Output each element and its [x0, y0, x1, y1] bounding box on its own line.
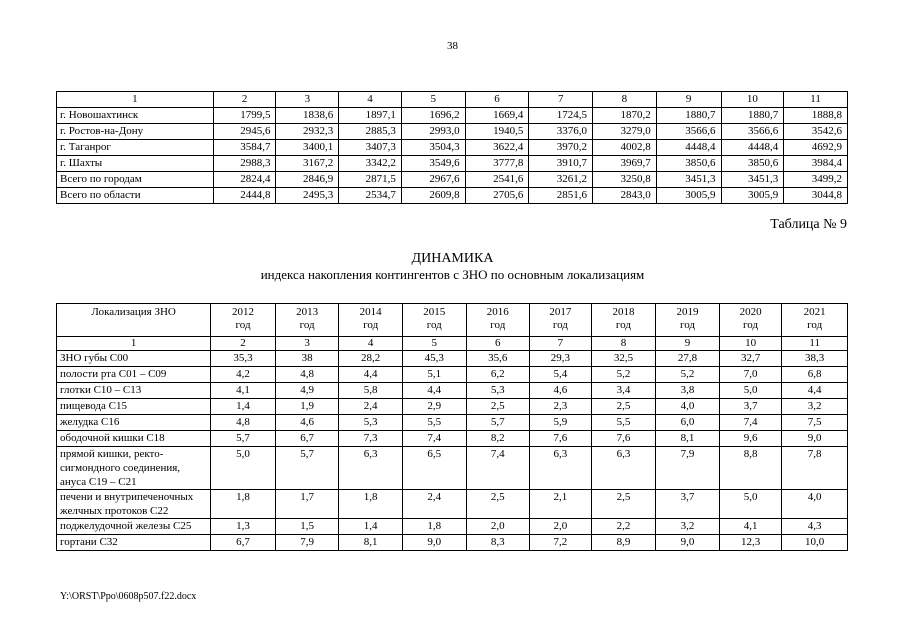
table-cell: 7,8: [782, 447, 848, 490]
column-number-cell: 7: [530, 337, 592, 351]
table-cell: 4,4: [782, 383, 848, 399]
table-cell: 9,0: [782, 431, 848, 447]
table-cell: 1,5: [275, 519, 339, 535]
column-number-cell: 8: [591, 337, 656, 351]
table-cell: 1,4: [211, 399, 276, 415]
table-cell: 38,3: [782, 351, 848, 367]
table-row: [57, 399, 848, 415]
table-cell: 1870,2: [593, 108, 657, 124]
row-label: поджелудочной железы С25: [57, 519, 211, 535]
table-cell: 7,6: [591, 431, 656, 447]
column-number-cell: 9: [656, 337, 720, 351]
table-cell: 5,1: [402, 367, 466, 383]
table-cell: 5,0: [719, 490, 782, 519]
column-header-year: [402, 304, 466, 337]
year-suffix: год: [743, 319, 759, 331]
table-row: [57, 431, 848, 447]
table-cell: 1799,5: [213, 108, 276, 124]
table-cell: 5,0: [211, 447, 276, 490]
column-number-cell: 11: [782, 337, 848, 351]
table-cell: 1880,7: [656, 108, 721, 124]
table-cell: 32,5: [591, 351, 656, 367]
table-cell: 1,9: [275, 399, 339, 415]
table-cell: 7,5: [782, 415, 848, 431]
table-cell: 3549,6: [401, 156, 465, 172]
column-number-cell: 4: [339, 337, 403, 351]
table-row: [57, 351, 848, 367]
year-label: 2014: [359, 306, 382, 318]
table-cell: 4,4: [402, 383, 466, 399]
table-row: [57, 172, 848, 188]
table-cell: 3005,9: [721, 188, 784, 204]
row-label: Всего по области: [57, 188, 214, 204]
table-cell: 2885,3: [339, 124, 402, 140]
table-cell: 5,7: [275, 447, 339, 490]
table-cell: 2,5: [466, 490, 530, 519]
table-cell: 3167,2: [276, 156, 339, 172]
table-cell: 8,8: [719, 447, 782, 490]
table-cell: 28,2: [339, 351, 403, 367]
table-row: [57, 156, 848, 172]
table-cell: 5,5: [591, 415, 656, 431]
year-label: 2019: [676, 306, 699, 318]
table-cell: 4,1: [719, 519, 782, 535]
table-cell: 1888,8: [784, 108, 848, 124]
table-row: [57, 367, 848, 383]
year-suffix: год: [235, 319, 251, 331]
table-row: [57, 415, 848, 431]
table-cell: 3566,6: [656, 124, 721, 140]
table-cell: 3376,0: [529, 124, 593, 140]
column-number-cell: 10: [721, 92, 784, 108]
column-number-cell: 1: [57, 92, 214, 108]
table-cell: 3970,2: [529, 140, 593, 156]
table-cell: 6,8: [782, 367, 848, 383]
table-cell: 45,3: [402, 351, 466, 367]
column-header-year: [719, 304, 782, 337]
table-cell: 35,3: [211, 351, 276, 367]
table-cell: 2824,4: [213, 172, 276, 188]
table-cell: 1669,4: [465, 108, 529, 124]
table-title: ДИНАМИКА: [411, 251, 494, 266]
cities-table: [56, 91, 848, 204]
table-cell: 4002,8: [593, 140, 657, 156]
year-label: 2021: [803, 306, 826, 318]
table-cell: 5,2: [591, 367, 656, 383]
table-cell: 4448,4: [721, 140, 784, 156]
table-cell: 9,6: [719, 431, 782, 447]
table-cell: 3400,1: [276, 140, 339, 156]
table-cell: 1940,5: [465, 124, 529, 140]
table-cell: 2,4: [339, 399, 403, 415]
table-cell: 7,4: [719, 415, 782, 431]
table-cell: 4,1: [211, 383, 276, 399]
column-header-year: [339, 304, 403, 337]
table-row: [57, 383, 848, 399]
year-label: 2020: [739, 306, 762, 318]
column-header-year: [591, 304, 656, 337]
table-cell: 2851,6: [529, 188, 593, 204]
table-cell: 8,1: [339, 535, 403, 551]
footer-file-path: Y:\ORST\Ppo\0608p507.f22.docx: [60, 591, 197, 602]
table-cell: 3504,3: [401, 140, 465, 156]
table-cell: 7,4: [402, 431, 466, 447]
column-header-year: [782, 304, 848, 337]
table-cell: 2967,6: [401, 172, 465, 188]
table-cell: 6,7: [275, 431, 339, 447]
year-suffix: год: [490, 319, 506, 331]
table-cell: 1,8: [339, 490, 403, 519]
column-header-year: [656, 304, 720, 337]
table-cell: 4,6: [530, 383, 592, 399]
row-label: ободочной кишки С18: [57, 431, 211, 447]
row-label: г. Таганрог: [57, 140, 214, 156]
year-label: 2012: [232, 306, 255, 318]
year-suffix: год: [807, 319, 823, 331]
table-cell: 3,7: [656, 490, 720, 519]
table-cell: 1880,7: [721, 108, 784, 124]
column-number-cell: 8: [593, 92, 657, 108]
table-cell: 2495,3: [276, 188, 339, 204]
table-cell: 2534,7: [339, 188, 402, 204]
row-label: г. Новошахтинск: [57, 108, 214, 124]
table-cell: 7,9: [656, 447, 720, 490]
table-cell: 3910,7: [529, 156, 593, 172]
row-label: ЗНО губы С00: [57, 351, 211, 367]
table-cell: 7,0: [719, 367, 782, 383]
column-number-cell: 3: [276, 92, 339, 108]
row-label: г. Шахты: [57, 156, 214, 172]
table-cell: 7,9: [275, 535, 339, 551]
table-cell: 2705,6: [465, 188, 529, 204]
column-number-cell: 7: [529, 92, 593, 108]
table-row: [57, 447, 848, 490]
table-row: [57, 108, 848, 124]
table-cell: 3407,3: [339, 140, 402, 156]
table-cell: 3969,7: [593, 156, 657, 172]
row-label: прямой кишки, ректо-сигмондного соединения, ануса С19 – С21: [57, 447, 211, 490]
table-cell: 38: [275, 351, 339, 367]
table-cell: 3005,9: [656, 188, 721, 204]
table-cell: 1,7: [275, 490, 339, 519]
table-cell: 2988,3: [213, 156, 276, 172]
table-cell: 1696,2: [401, 108, 465, 124]
row-label: глотки С10 – С13: [57, 383, 211, 399]
row-label: печени и внутрипеченочных желчных протоков С22: [57, 490, 211, 519]
table-cell: 7,3: [339, 431, 403, 447]
table-cell: 4,9: [275, 383, 339, 399]
table-cell: 5,7: [211, 431, 276, 447]
year-suffix: год: [552, 319, 568, 331]
year-label: 2016: [486, 306, 509, 318]
column-number-cell: 2: [211, 337, 276, 351]
table-cell: 3342,2: [339, 156, 402, 172]
table-cell: 3499,2: [784, 172, 848, 188]
table-row: [57, 490, 848, 519]
table-cell: 3261,2: [529, 172, 593, 188]
year-suffix: год: [679, 319, 696, 331]
table-cell: 3,7: [719, 399, 782, 415]
table-cell: 5,9: [530, 415, 592, 431]
table-cell: 8,2: [466, 431, 530, 447]
table-cell: 4,2: [211, 367, 276, 383]
table-cell: 5,0: [719, 383, 782, 399]
year-suffix: год: [299, 319, 315, 331]
year-label: 2013: [296, 306, 319, 318]
table-row: [57, 140, 848, 156]
table-cell: 4,8: [275, 367, 339, 383]
table-cell: 5,7: [466, 415, 530, 431]
column-number-cell: 6: [466, 337, 530, 351]
column-number-cell: 2: [213, 92, 276, 108]
table-cell: 3850,6: [656, 156, 721, 172]
table-cell: 1838,6: [276, 108, 339, 124]
table-cell: 9,0: [402, 535, 466, 551]
table-cell: 4448,4: [656, 140, 721, 156]
table-cell: 2993,0: [401, 124, 465, 140]
table-subtitle: индекса накопления контингентов с ЗНО по основным локализациям: [260, 267, 645, 282]
table-cell: 7,2: [530, 535, 592, 551]
table-cell: 2843,0: [593, 188, 657, 204]
row-label: г. Ростов-на-Дону: [57, 124, 214, 140]
table-cell: 3279,0: [593, 124, 657, 140]
table-cell: 2,5: [466, 399, 530, 415]
page-number: 38: [447, 40, 458, 52]
table-cell: 2846,9: [276, 172, 339, 188]
table-cell: 4692,9: [784, 140, 848, 156]
table-cell: 9,0: [656, 535, 720, 551]
column-number-cell: 3: [275, 337, 339, 351]
table-cell: 3250,8: [593, 172, 657, 188]
table-cell: 1897,1: [339, 108, 402, 124]
table-cell: 6,5: [402, 447, 466, 490]
table-cell: 2,5: [591, 399, 656, 415]
table-cell: 3044,8: [784, 188, 848, 204]
table-cell: 5,8: [339, 383, 403, 399]
table-cell: 5,4: [530, 367, 592, 383]
localization-table: [56, 303, 848, 551]
column-header-year: [530, 304, 592, 337]
table-cell: 5,2: [656, 367, 720, 383]
table-cell: 2444,8: [213, 188, 276, 204]
row-label: пищевода С15: [57, 399, 211, 415]
column-header-year: [211, 304, 276, 337]
table-cell: 2932,3: [276, 124, 339, 140]
column-number-cell: 11: [784, 92, 848, 108]
column-number-cell: 6: [465, 92, 529, 108]
table-cell: 2609,8: [401, 188, 465, 204]
column-number-row: [57, 337, 848, 351]
column-number-cell: 4: [339, 92, 402, 108]
table-cell: 2,3: [530, 399, 592, 415]
column-number-cell: 10: [719, 337, 782, 351]
table-cell: 3,4: [591, 383, 656, 399]
table-cell: 6,0: [656, 415, 720, 431]
table-cell: 2,4: [402, 490, 466, 519]
table-cell: 6,7: [211, 535, 276, 551]
table-cell: 4,6: [275, 415, 339, 431]
table-cell: 1,4: [339, 519, 403, 535]
table-cell: 3984,4: [784, 156, 848, 172]
table-row: [57, 535, 848, 551]
column-number-cell: 9: [656, 92, 721, 108]
column-number-cell: 5: [401, 92, 465, 108]
table-cell: 35,6: [466, 351, 530, 367]
table-cell: 7,4: [466, 447, 530, 490]
table-cell: 4,0: [782, 490, 848, 519]
table-cell: 2,2: [591, 519, 656, 535]
header-row: [57, 304, 848, 337]
table-row: [57, 188, 848, 204]
table-cell: 3,2: [782, 399, 848, 415]
table-cell: 3,2: [656, 519, 720, 535]
table-cell: 2871,5: [339, 172, 402, 188]
table-cell: 3451,3: [721, 172, 784, 188]
table-cell: 8,1: [656, 431, 720, 447]
year-suffix: год: [363, 319, 379, 331]
table-cell: 4,8: [211, 415, 276, 431]
table-cell: 29,3: [530, 351, 592, 367]
table-cell: 5,3: [339, 415, 403, 431]
table-cell: 6,3: [339, 447, 403, 490]
year-suffix: год: [615, 319, 631, 331]
table-cell: 1,8: [402, 519, 466, 535]
column-number-cell: 1: [57, 337, 211, 351]
table-cell: 2,1: [530, 490, 592, 519]
year-label: 2018: [612, 306, 635, 318]
column-number-row: [57, 92, 848, 108]
table-cell: 5,5: [402, 415, 466, 431]
table-cell: 2,5: [591, 490, 656, 519]
table-cell: 8,9: [591, 535, 656, 551]
table-cell: 2,9: [402, 399, 466, 415]
row-label: полости рта С01 – С09: [57, 367, 211, 383]
table-cell: 4,4: [339, 367, 403, 383]
table-cell: 2541,6: [465, 172, 529, 188]
year-suffix: год: [426, 319, 442, 331]
year-label: 2015: [423, 306, 446, 318]
table-cell: 3566,6: [721, 124, 784, 140]
table-cell: 6,3: [530, 447, 592, 490]
table-cell: 10,0: [782, 535, 848, 551]
table-cell: 32,7: [719, 351, 782, 367]
table-cell: 1724,5: [529, 108, 593, 124]
table-cell: 3777,8: [465, 156, 529, 172]
column-number-cell: 5: [402, 337, 466, 351]
table-cell: 3584,7: [213, 140, 276, 156]
table-number: Таблица № 9: [770, 217, 847, 232]
column-header-year: [275, 304, 339, 337]
table-cell: 6,2: [466, 367, 530, 383]
column-header-year: [466, 304, 530, 337]
table-cell: 2,0: [530, 519, 592, 535]
table-cell: 7,6: [530, 431, 592, 447]
table-cell: 8,3: [466, 535, 530, 551]
table-row: [57, 519, 848, 535]
table-row: [57, 124, 848, 140]
table-cell: 3850,6: [721, 156, 784, 172]
table-cell: 2945,6: [213, 124, 276, 140]
column-header-localization: Локализация ЗНО: [57, 304, 211, 337]
table-cell: 4,0: [656, 399, 720, 415]
table-cell: 3622,4: [465, 140, 529, 156]
table-cell: 12,3: [719, 535, 782, 551]
year-label: 2017: [549, 306, 572, 318]
row-label: Всего по городам: [57, 172, 214, 188]
table-cell: 27,8: [656, 351, 720, 367]
table-cell: 1,3: [211, 519, 276, 535]
table-cell: 1,8: [211, 490, 276, 519]
row-label: гортани С32: [57, 535, 211, 551]
row-label: желудка С16: [57, 415, 211, 431]
table-cell: 6,3: [591, 447, 656, 490]
table-cell: 3,8: [656, 383, 720, 399]
table-cell: 3451,3: [656, 172, 721, 188]
table-cell: 5,3: [466, 383, 530, 399]
table-cell: 4,3: [782, 519, 848, 535]
table-cell: 3542,6: [784, 124, 848, 140]
table-cell: 2,0: [466, 519, 530, 535]
